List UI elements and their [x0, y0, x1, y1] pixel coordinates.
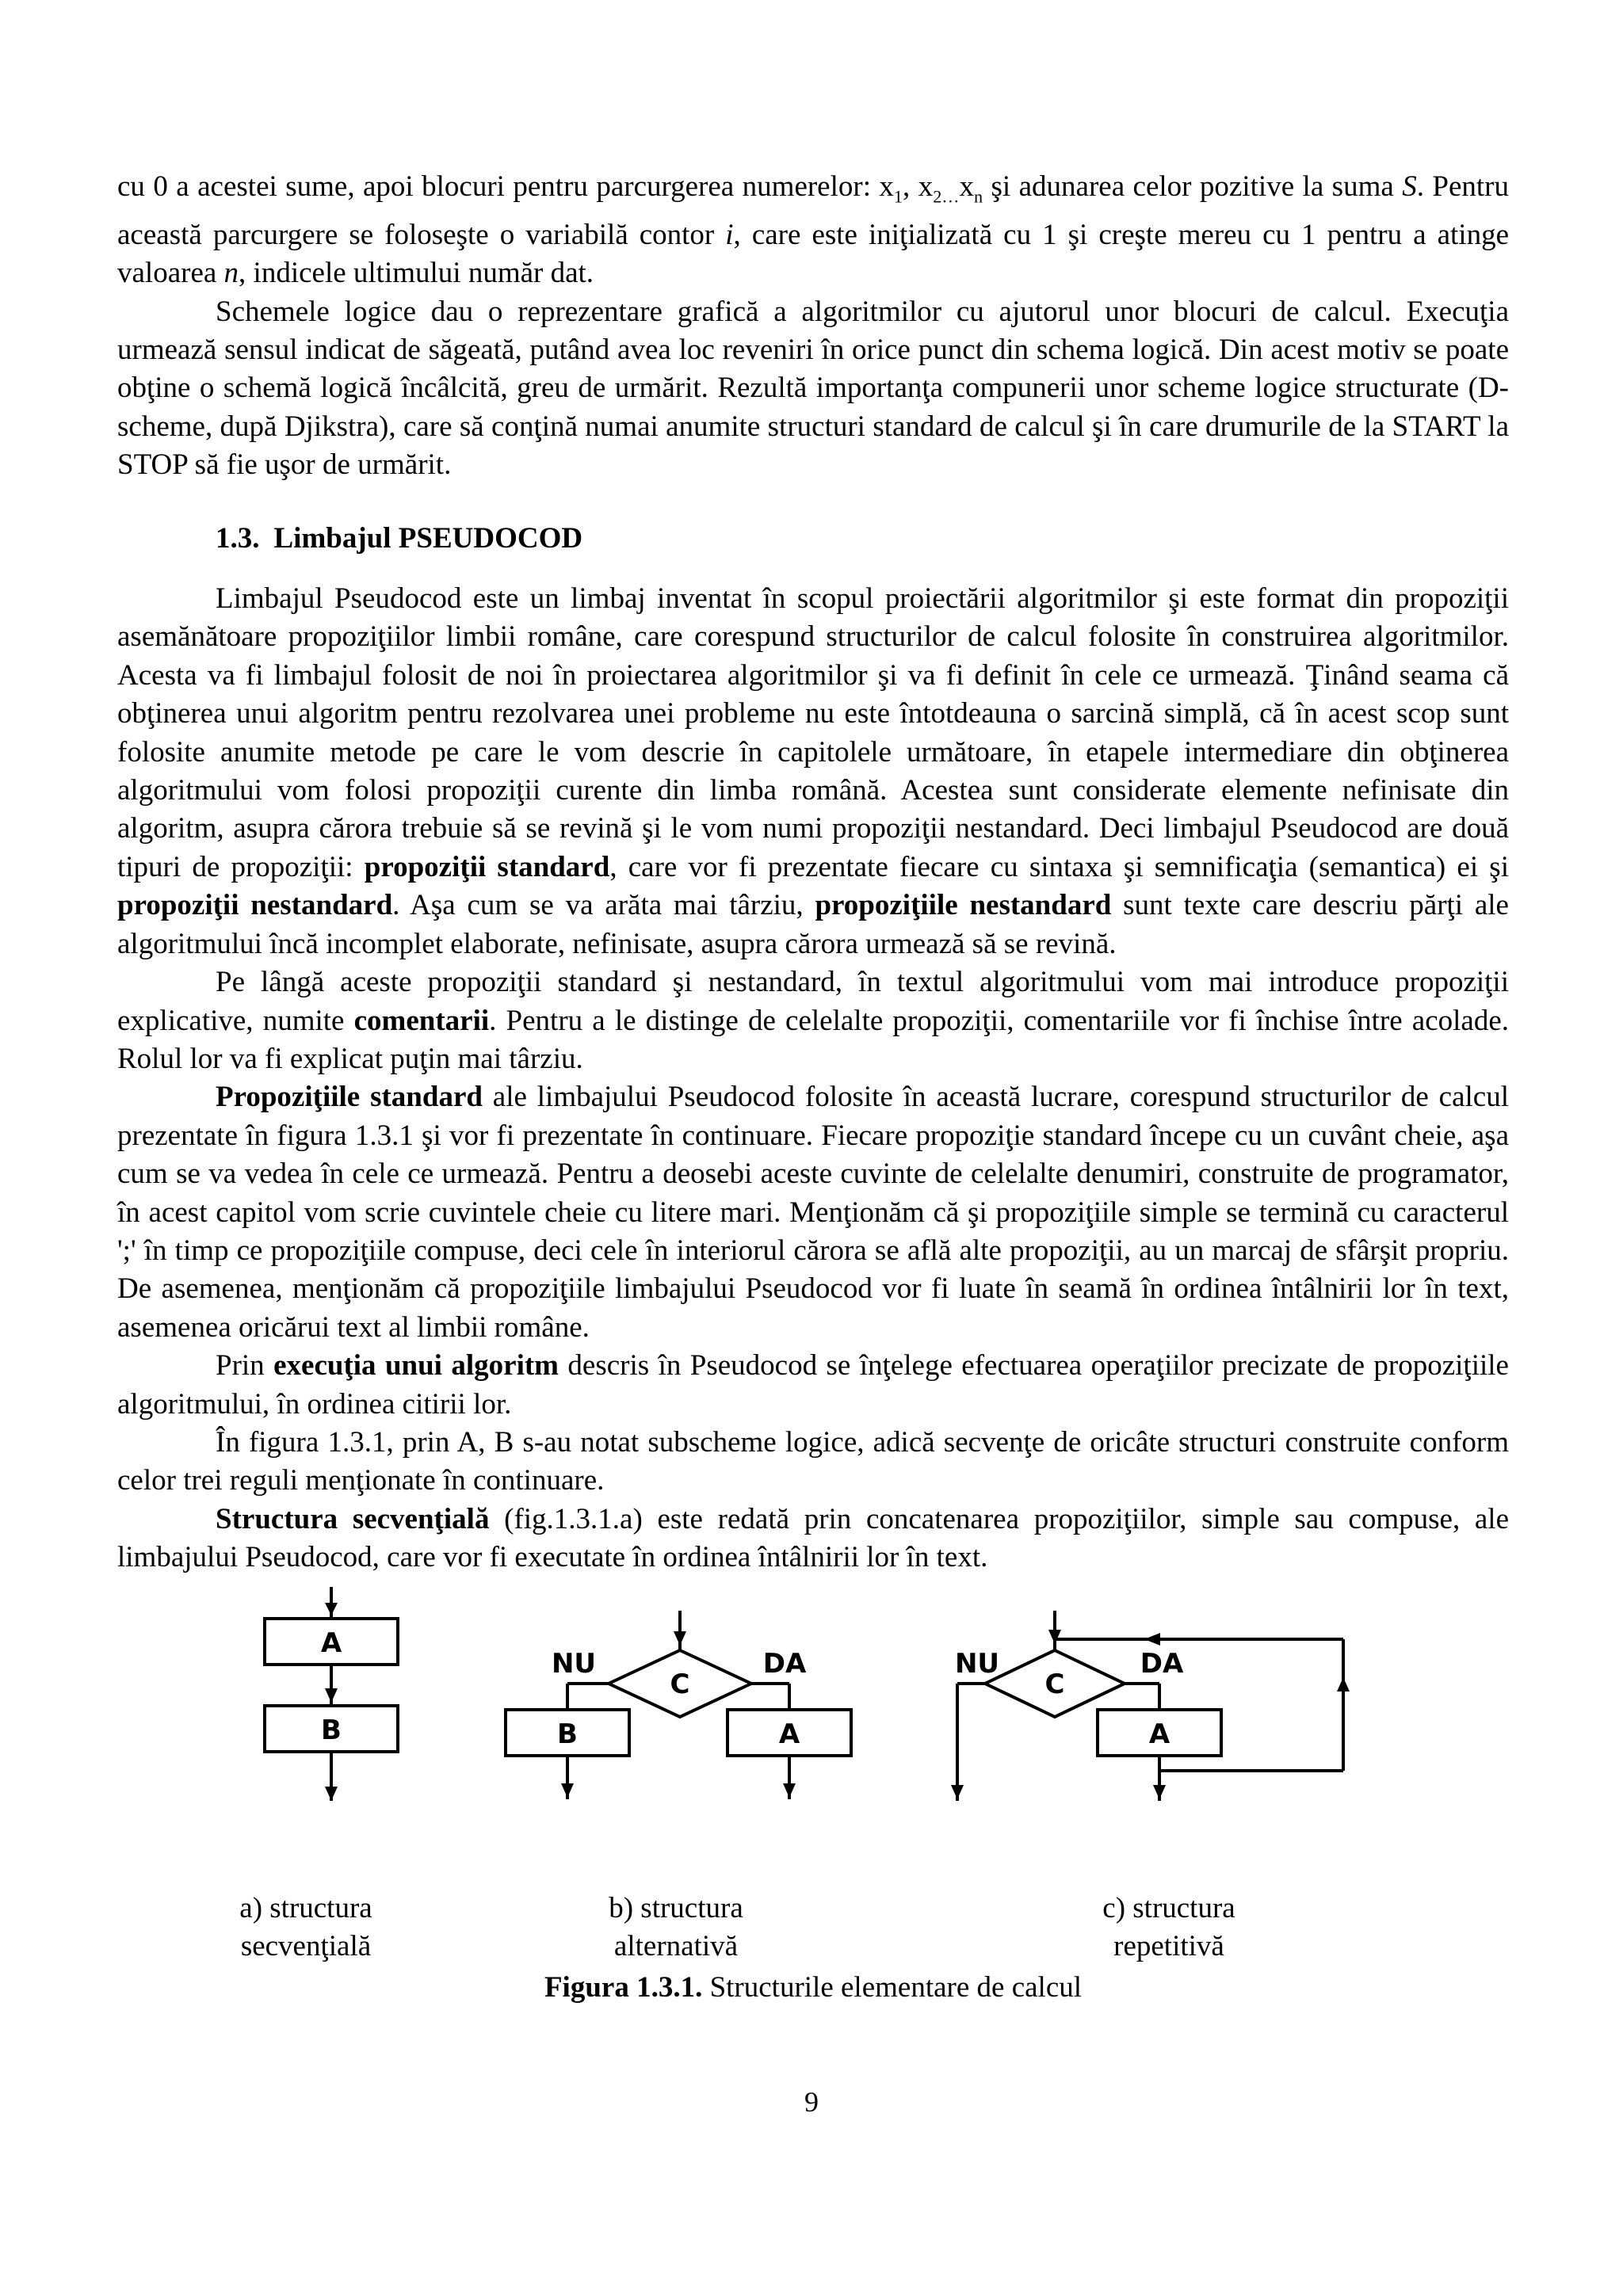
alternative-structure-diagram — [506, 1611, 851, 1799]
label-a: A — [1148, 1718, 1170, 1750]
paragraph-7: În figura 1.3.1, prin A, B s-au notat subscheme logice, adică secvenţe de oricâte structuri construite conform celor trei reguli menţionate în continuare. — [117, 1425, 1509, 1497]
figure-1-3-1 — [117, 1587, 1509, 2004]
flowchart-diagrams — [117, 1587, 1509, 1888]
section-title: Limbajul PSEUDOCOD — [273, 521, 583, 555]
section-heading — [216, 520, 1509, 558]
page-number: 9 — [804, 2086, 819, 2118]
label-nu: NU — [551, 1647, 597, 1680]
label-da: DA — [762, 1647, 807, 1680]
label-b: B — [321, 1714, 342, 1746]
label-b: B — [557, 1718, 578, 1750]
caption-b: b) structura alternativă — [609, 1891, 743, 1962]
paragraph-4: Pe lângă aceste propoziţii standard şi nestandard, în textul algoritmului vom mai introduce propoziţii explicative, numite comentarii. Pentru a le distinge de celelalte propoziţii, comentariile vor fi închise între acolade. Rolul lor va fi explicat puţin mai târziu. — [117, 966, 1510, 1075]
label-nu: NU — [954, 1647, 1000, 1680]
label-da: DA — [1140, 1647, 1184, 1680]
page-body — [117, 168, 1510, 2004]
paragraph-2: Schemele logice dau o reprezentare grafică a algoritmilor cu ajutorul unor blocuri de calcul. Execuţia urmează sensul indicat de săgeată, putând avea loc reveniri în orice punct din schema logică. Din acest motiv se poate obţine o schemă logică încâlcită, greu de urmărit. Rezultă importanţa compunerii unor scheme logice structurate (D-scheme, după Djikstra), care să conţină numai anumite structuri standard de calcul şi în care drumurile de la START la STOP să fie uşor de urmărit. — [117, 295, 1509, 482]
paragraph-5: Propoziţiile standard ale limbajului Pseudocod folosite în această lucrare, corespund structurilor de calcul prezentate în figura 1.3.1 şi vor fi prezentate în continuare. Fiecare propoziţie standard începe cu un cuvânt cheie, aşa cum se va vedea în cele ce urmează. Pentru a deosebi aceste cuvinte de celelalte denumiri, construite de programator, în acest capitol vom scrie cuvintele cheie cu litere mari. Menţionăm că şi propoziţiile simple se termină cu caracterul ';' în timp ce propoziţiile compuse, deci cele în interiorul cărora se află alte propoziţii, au un marcaj de sfârşit propriu. De asemenea, menţionăm că propoziţiile limbajului Pseudocod vor fi luate în seamă în ordinea întâlnirii lor în text, asemenea oricărui text al limbii române. — [117, 1081, 1510, 1344]
caption-c: c) structura repetitivă — [1102, 1891, 1235, 1962]
label-c: C — [1044, 1668, 1065, 1700]
paragraph-1: cu 0 a acestei sume, apoi blocuri pentru parcurgerea numerelor: $x_1$, $x_{2\dots}x_n$ şi adunarea celor pozitive la suma S. Pentru această parcurgere se foloseşte o variabilă contor i, care este iniţializată cu 1 şi creşte mereu cu 1 pentru a atinge valoarea n, indicele ultimului număr dat. — [117, 170, 1510, 290]
label-c: C — [670, 1668, 690, 1700]
paragraph-3: Limbajul Pseudocod este un limbaj inventat în scopul proiectării algoritmilor şi este format din propoziţii asemănătoare propoziţiilor limbii române, care corespund structurilor de calcul folosite în construirea algoritmilor. Acesta va fi limbajul folosit de noi în proiectarea algoritmilor şi va fi definit în cele ce urmează. Ţinând seama că obţinerea unui algoritm pentru rezolvarea unei probleme nu este întotdeauna o sarcină simplă, că în acest scop sunt folosite anumite metode pe care le vom descrie în capitolele următoare, în etapele intermediare din obţinerea algoritmului vom folosi propoziţii curente din limba română. Acestea sunt considerate elemente nefinisate din algoritm, asupra cărora trebuie să se revină şi le vom numi propoziţii nestandard. Deci limbajul Pseudocod are două tipuri de propoziţii: propoziţii standard, care vor fi prezentate fiecare cu sintaxa şi semnificaţia (semantica) ei şi propoziţii nestandard. Aşa cum se va arăta mai târziu, propoziţiile nestandard sunt texte care descriu părţi ale algoritmului încă incomplet elaborate, nefinisate, asupra cărora urmează să se revină. — [117, 582, 1509, 960]
label-a: A — [778, 1718, 800, 1750]
label-a: A — [320, 1627, 342, 1659]
paragraph-8: Structura secvenţială (fig.1.3.1.a) este redată prin concatenarea propoziţiilor, simple sau compuse, ale limbajului Pseudocod, care vor fi executate în ordinea întâlnirii lor în text. — [117, 1502, 1509, 1574]
section-number: 1.3. — [216, 521, 260, 555]
repetitive-structure-diagram — [951, 1611, 1350, 1801]
caption-a: a) structura secvenţială — [239, 1891, 372, 1962]
figure-title: Figura 1.3.1. Structurile elementare de calcul — [544, 1970, 1083, 2004]
sequential-structure-diagram — [265, 1587, 398, 1801]
paragraph-6: Prin execuţia unui algoritm descris în Pseudocod se înţelege efectuarea operaţiilor precizate de propoziţiile algoritmului, în ordinea citirii lor. — [117, 1349, 1509, 1421]
